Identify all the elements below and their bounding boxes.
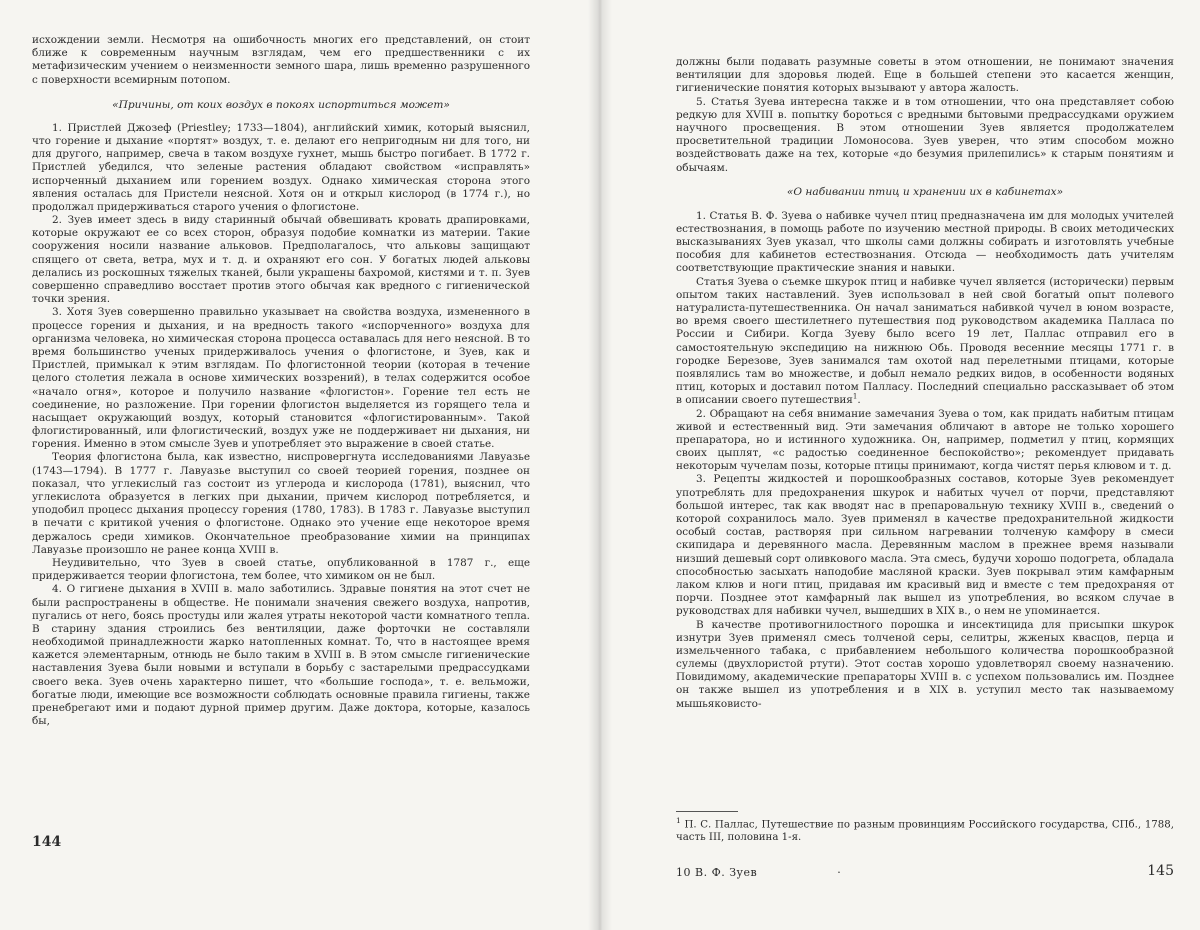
right-page: [610, 0, 1200, 930]
footnote-reference: 1: [853, 393, 857, 401]
book-gutter: [588, 0, 612, 930]
right-paragraph-4: [676, 276, 1174, 408]
right-paragraph-6: 3. Рецепты жидкостей и порошкообразных составов, которые Зуев рекомендует употреблять для предохранения шкурок и набитых чучел от порчи, представляют большой интерес, так как вводят нас в препаровальную технику XVIII в., сведений о которой сохранилось мало. Зуев применял в качестве предохранительной жидкости особый состав, растворяя при сильном нагревании толченую камфору в смеси скипидара и деревянного масла. Деревянным маслом в прежнее время называли низший дешевый сорт оливкового масла. Эта смесь, будучи хорошо подогрета, обладала способностью засыхать наподобие масляной краски. Зуев покрывал этим камфарным лаком клюв и ноги птиц, придавая им красивый вид и вместе с тем предохраняя от порчи. Позднее этот камфарный лак вышел из употребления, во всяком случае в руководствах для набивки чучел, вышедших в XIX в., о нем не упоминается.: [676, 473, 1174, 618]
left-page: [0, 0, 590, 930]
left-intro-paragraph: исхождении земли. Несмотря на ошибочность многих его представлений, он стоит ближе к современным научным взглядам, чем его предшественники с их метафизическим учением о неизменности земного шара, лишь временно разрушенного с поверхности всемирным потопом.: [32, 34, 530, 87]
right-paragraph-1: должны были подавать разумные советы в этом отношении, не понимают значения вентиляции для здоровья людей. Еще в большей степени это касается женщин, гигиенические понятия которых вызывают у автора жалость.: [676, 56, 1174, 96]
left-paragraph-3: 3. Хотя Зуев совершенно правильно указывает на свойства воздуха, измененного в процессе горения и дыхания, и на вредность такого «испорченного» воздуха для организма человека, но химическая сторона процесса оставалась для него неясной. В то время большинство ученых придерживалось учения о флогистоне, и Зуев, как и Пристлей, примыкал к этим взглядам. По флогистонной теории (которая в течение целого столетия лежала в основе химических воззрений), в телах содержится особое «начало огня», которое и получило название «флогистон». Горение тел есть не соединение, но разложение. При горении флогистон выделяется из горящего тела и насыщает окружающий воздух, который становится «флогистированным». Такой флогистированный, или флогистический, воздух уже не поддерживает ни дыхания, ни горения. Именно в этом смысле Зуев и употребляет это выражение в своей статье.: [32, 306, 530, 451]
right-paragraph-4-text: Статья Зуева о съемке шкурок птиц и набивке чучел является (исторически) первым опытом таких наставлений. Зуев использовал в ней свой богатый опыт полевого натуралиста-путешественника. Он начал заниматься набивкой чучел в юном возрасте, во время своего шестилетнего путешествия под руководством академика Палласа по России и Сибири. Когда Зуеву было всего 19 лет, Паллас отправил его в самостоятельную экспедицию на нижнюю Обь. Проводя весенние месяцы 1771 г. в городке Березове, Зуев занимался там охотой над перелетными птицами, которые появлялись там во множестве, и добыл немало редких видов, в особенности водяных птиц, которых и доставил потом Палласу. Последний специально рассказывает об этом в описании своего путешествия: [676, 276, 1174, 407]
footnote: [676, 814, 1174, 844]
signature-text: 10 В. Ф. Зуев: [676, 866, 757, 879]
footnote-number: 1: [676, 816, 681, 825]
left-paragraph-5: Неудивительно, что Зуев в своей статье, опубликованной в 1787 г., еще придерживается теории флогистона, тем более, что химиком он не был.: [32, 557, 530, 583]
right-paragraph-3: 1. Статья В. Ф. Зуева о набивке чучел птиц предназначена им для молодых учителей естествознания, в помощь работе по изучению местной природы. В своих методических высказываниях Зуев указал, что школы сами должны собирать и изготовлять учебные пособия для кабинетов естествознания. Отсюда — необходимость дать учителям соответствующие практические знания и навыки.: [676, 210, 1174, 276]
footnote-rule: [676, 811, 738, 812]
signature-dot: ·: [837, 866, 841, 879]
left-paragraph-2: 2. Зуев имеет здесь в виду старинный обычай обвешивать кровать драпировками, которые окружают ее со всех сторон, образуя подобие комнатки из материи. Такие сооружения носили название альковов. Предполагалось, что альковы защищают спящего от света, ветра, мух и т. д. и охраняют его сон. У богатых людей альковы делались из роскошных тяжелых тканей, были украшены бахромой, кистями и т. п. Зуев совершенно справедливо восстает против этого обычая как вредного с гигиенической точки зрения.: [32, 214, 530, 306]
book-spread: [0, 0, 1200, 930]
right-paragraph-4-end: .: [857, 394, 860, 406]
left-paragraph-4: Теория флогистона была, как известно, ниспровергнута исследованиями Лавуазье (1743—1794). В 1777 г. Лавуазье выступил со своей теорией горения, позднее он показал, что углекислый газ состоит из углерода и кислорода (1781), выяснил, что углекислота образуется в легких при дыхании, причем кислород потребляется, и уподобил процесс дыхания процессу горения (1780, 1783). В 1783 г. Лавуазье выступил в печати с критикой учения о флогистоне. Однако это учение еще некоторое время держалось среди химиков. Окончательное преобразование химии на принципах Лавуазье произошло не ранее конца XVIII в.: [32, 451, 530, 557]
right-text-column: [676, 56, 1174, 711]
left-page-number: 144: [32, 834, 61, 850]
left-paragraph-6: 4. О гигиене дыхания в XVIII в. мало заботились. Здравые понятия на этот счет не были распространены в обществе. Не понимали значения свежего воздуха, напротив, пугались от него, боясь простуды или жалея утраты некоторой части комнатного тепла. В старину здания строились без вентиляции, даже форточки не составляли необходимой принадлежности жарко натопленных комнат. То, что в настоящее время кажется элементарным, отнюдь не было таким в XVIII в. В этом смысле гигиенические наставления Зуева были новыми и вступали в борьбу с застарелыми предрассудками своего века. Зуев очень характерно пишет, что «большие господа», т. е. вельможи, богатые люди, имеющие все возможности соблюдать основные правила гигиены, также пренебрегают ими и подают дурной пример другим. Даже доктора, которые, казалось бы,: [32, 583, 530, 728]
printer-signature: [676, 866, 841, 879]
right-paragraph-2: 5. Статья Зуева интересна также и в том отношении, что она представляет собою редкую для XVIII в. попытку бороться с вредными бытовыми предрассудками оружием научного просвещения. В этом отношении Зуев является продолжателем просветительной традиции Ломоносова. Зуев уверен, что этим способом можно воздействовать даже на тех, которые «до безумия прилепились» к старым понятиям и обычаям.: [676, 96, 1174, 175]
footnote-text: П. С. Паллас, Путешествие по разным провинциям Российского государства, СПб., 1788, часть III, половина 1-я.: [676, 819, 1174, 843]
left-paragraph-1: 1. Пристлей Джозеф (Priestley; 1733—1804), английский химик, который выяснил, что горение и дыхание «портят» воздух, т. е. делают его непригодным ни для того, ни для другого, например, свеча в таком воздухе гухнет, мышь быстро погибает. В 1772 г. Пристлей убедился, что зеленые растения обладают свойством «исправлять» испорченный дыханием или горением воздух. Однако химическая сторона этого явления осталась для Пристели неясной. Хотя он и открыл кислород (в 1774 г.), но продолжал придерживаться старого учения о флогистоне.: [32, 122, 530, 214]
left-section-heading: «Причины, от коих воздух в покоях испортиться может»: [32, 99, 530, 112]
right-page-number: 145: [1147, 863, 1174, 879]
right-paragraph-7: В качестве противогнилостного порошка и инсектицида для присыпки шкурок изнутри Зуев применял смесь толченой серы, селитры, жженых квасцов, перца и измельченного табака, с прибавлением небольшого количества порошкообразной сулемы (двухлористой ртути). Этот состав хорошо удовлетворял своему назначению. Повидимому, академические препараторы XVIII в. с успехом пользовались им. Позднее он также вышел из употребления и в XIX в. уступил место так называемому мышьяковисто-: [676, 619, 1174, 711]
left-text-column: [32, 34, 530, 728]
right-section-heading: «О набивании птиц и хранении их в кабинетах»: [676, 186, 1174, 199]
right-paragraph-5: 2. Обращают на себя внимание замечания Зуева о том, как придать набитым птицам живой и естественный вид. Эти замечания обличают в авторе не только хорошего препаратора, но и истинного художника. Он, например, подметил у птиц, кормящих своих цыплят, «с радостью соединенное беспокойство»; рекомендует придавать некоторым чучелам позы, которые птицы принимают, когда чистят перья клювом и т. д.: [676, 408, 1174, 474]
